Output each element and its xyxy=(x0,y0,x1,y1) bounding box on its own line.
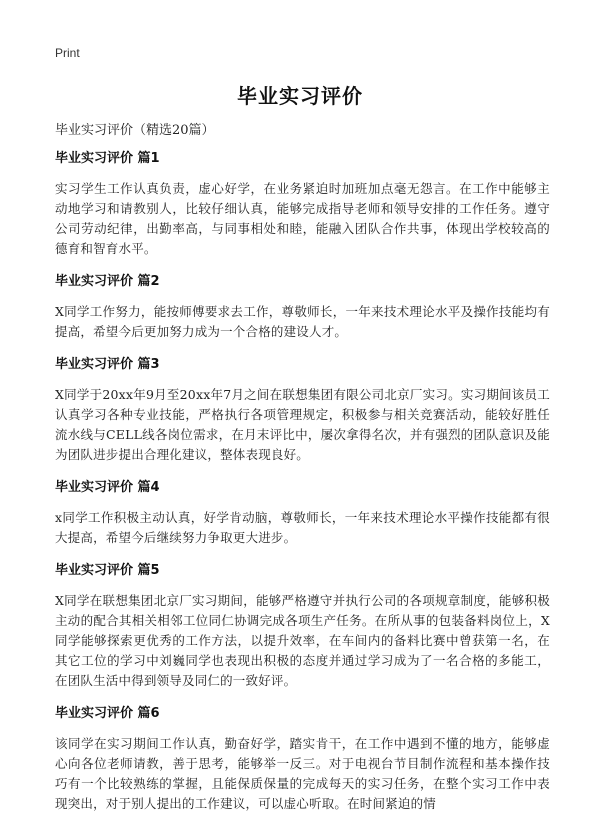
section-body: x同学工作积极主动认真，好学肯动脑，尊敬师长，一年来技术理论水平操作技能都有很大提高，希望今后继续努力争取更大进步。 xyxy=(55,510,550,545)
section-body: X同学在联想集团北京厂实习期间，能够严格遵守并执行公司的各项规章制度，能够积极主动的配合其相关相邻工位同仁协调完成各项生产任务。在所从事的包装备料岗位上，X同学能够探索更优秀的工作方法，以提升效率，在车间内的备料比赛中曾获第一名，在其它工位的学习中刘巍同学也表现出积极的态度并通过学习成为了一名合格的多能工，在团队生活中得到领导及同仁的一致好评。 xyxy=(55,593,550,688)
section-3 xyxy=(55,356,550,465)
section-heading: 毕业实习评价 篇2 xyxy=(55,274,160,289)
section-heading: 毕业实习评价 篇5 xyxy=(55,563,160,578)
section-2 xyxy=(55,273,550,342)
section-body: 实习学生工作认真负责，虚心好学，在业务紧迫时加班加点毫无怨言。在工作中能够主动地学习和请教别人，比较仔细认真，能够完成指导老师和领导安排的工作任务。遵守公司劳动纪律，出勤率高，与同事相处和睦，能融入团队合作共事，体现出学校较高的德育和智育水平。 xyxy=(55,181,550,256)
section-heading: 毕业实习评价 篇4 xyxy=(55,480,160,495)
section-6 xyxy=(55,705,550,814)
page-title: 毕业实习评价 xyxy=(237,84,363,108)
section-body: X同学于20xx年9月至20xx年7月之间在联想集团有限公司北京厂实习。实习期间该员工认真学习各种专业技能，严格执行各项管理规定，积极参与相关竞赛活动，能较好胜任流水线与CELL线各岗位需求，在月末评比中，屡次拿得名次，并有强烈的团队意识及能为团队进步提出合理化建议，整体表现良好。 xyxy=(55,387,550,462)
section-body: X同学工作努力，能按师傅要求去工作，尊敬师长，一年来技术理论水平及操作技能均有提高，希望今后更加努力成为一个合格的建设人才。 xyxy=(55,304,550,339)
section-4 xyxy=(55,479,550,548)
section-body: 该同学在实习期间工作认真，勤奋好学，踏实肯干，在工作中遇到不懂的地方，能够虚心向各位老师请教，善于思考，能够举一反三。对于电视台节目制作流程和基本操作技巧有一个比较熟练的掌握，且能保质保量的完成每天的实习任务，在整个实习工作中表现突出，对于别人提出的工作建议，可以虚心听取。在时间紧迫的情 xyxy=(55,736,550,811)
section-5 xyxy=(55,562,550,691)
section-heading: 毕业实习评价 篇1 xyxy=(55,151,160,166)
document-content xyxy=(55,150,550,828)
print-link[interactable]: Print xyxy=(55,46,80,60)
section-1 xyxy=(55,150,550,259)
document-subtitle: 毕业实习评价（精选20篇） xyxy=(55,123,215,138)
section-heading: 毕业实习评价 篇6 xyxy=(55,706,160,721)
section-heading: 毕业实习评价 篇3 xyxy=(55,357,160,372)
